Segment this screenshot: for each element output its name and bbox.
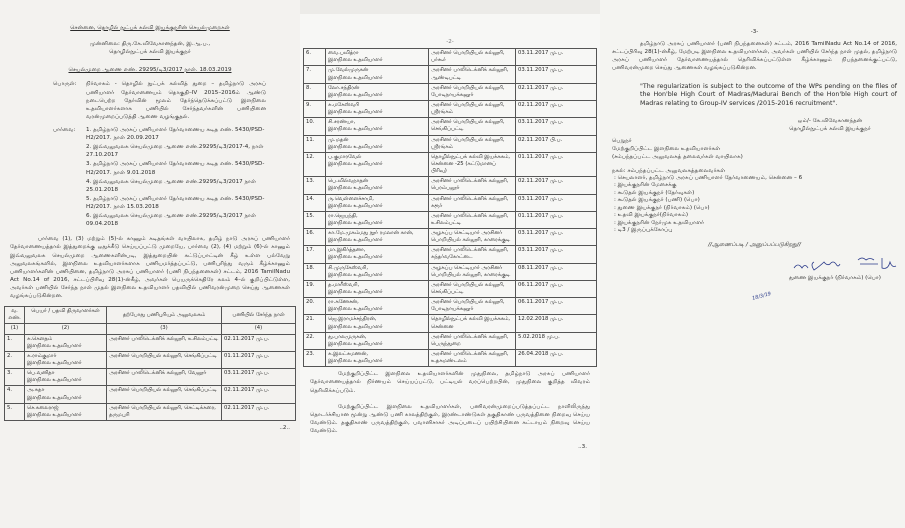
joining-date: 02.11.2017 மு.ப.: [222, 403, 296, 420]
signatory-title: தொழில்நுட்பக் கல்வி இயக்குநர்: [789, 126, 871, 133]
post-text: இளநிலை உதவியாளர்: [27, 411, 82, 418]
table-row: [304, 83, 597, 100]
joining-date: 03.11.2017 மு.ப.: [516, 229, 597, 246]
name-text: அ.சுதா: [27, 387, 45, 394]
name-text: லோ.சந்திரன்: [328, 84, 360, 91]
office-name: அரசினர் பொறியியல் கல்லூரி, போடிநாயக்கனூர்: [429, 298, 516, 315]
name-text: ரா.கணேசன்,: [328, 299, 359, 306]
reference-item: 4. இவ்வலுவலக செயல்முறை ஆணை எண்.29295/டி3/2017 நாள் 25.01.2018: [86, 178, 257, 193]
joining-date: 5.02.2018 மு.ப.: [516, 332, 597, 349]
employee-name: [326, 177, 429, 194]
office-name: அரசினர் பொறியியல் கல்லூரி, செட்டிக்கரை, தருமபுரி: [107, 403, 222, 420]
table-row: [5, 369, 296, 386]
table-row: [304, 152, 597, 176]
table-row: [5, 386, 296, 403]
employee-table-1: [4, 306, 296, 421]
post-text: இளநிலை உதவியாளர்: [328, 74, 383, 81]
name-text: கா.மே.முகம்மது நூர் ரமலான் கான்,: [328, 230, 414, 237]
name-text: க.இலட்சுமணன்,: [328, 351, 369, 358]
name-text: ப.குமாரவேல்: [328, 153, 362, 160]
table-colnum-row: [5, 324, 296, 334]
office-name: அரசினர் பாலிடெக்னிக் கல்லூரி, வேலூர்: [107, 369, 222, 386]
name-text: சு.கௌதம்: [27, 335, 53, 342]
post-text: இளநிலை உதவியாளர்: [328, 358, 383, 365]
copy-recipient: : இயக்குநரின் நேர்முக உதவியாளர்: [614, 219, 705, 226]
joining-date: 12.02.2018 மு.ப.: [516, 315, 597, 332]
page-1: [0, 0, 300, 528]
name-text: மு.மதன்: [328, 136, 349, 143]
employee-name: [326, 263, 429, 280]
row-number: 16.: [304, 229, 326, 246]
post-text: இளநிலை உதவியாளர்: [328, 340, 383, 347]
reference-item: 3. தமிழ்நாடு அரசுப் பணியாளர் தேர்வாணைய கடித எண். 5430/PSD-H2/2017. நாள் 9.01.2018: [86, 161, 265, 176]
name-text: பெ.வனிதா: [27, 370, 55, 377]
employee-name: [25, 351, 107, 368]
employee-name: [326, 229, 429, 246]
joining-date: 06.11.2017 மு.ப.: [516, 280, 597, 297]
signatory-name: ஒம்/- கே.விவேகானந்தன்: [797, 117, 863, 124]
header-name: பெயர் / பதவி திருவாளர்கள்: [25, 307, 107, 324]
header-sno: வ. எண்.: [5, 307, 25, 324]
name-text: மா.இகிர்த்தனா,: [328, 247, 366, 254]
office-name: அழகப்ப செட்டியார் அரசினர் பொறியியல் கல்லூரி, காரைக்குடி: [429, 229, 516, 246]
row-number: 20.: [304, 298, 326, 315]
row-number: 9.: [304, 100, 326, 117]
row-number: 12.: [304, 152, 326, 176]
order-number: செயல்முறை ஆணை எண். 29295/டி3/2017 நாள். 18.03.2019: [68, 67, 232, 74]
post-text: இளநிலை உதவியாளர்: [328, 271, 383, 278]
post-text: இளநிலை உதவியாளர்: [328, 254, 383, 261]
joining-date: 03.11.2017 மு.ப.: [516, 246, 597, 263]
employee-name: [25, 403, 107, 420]
page-continuation: ..3.: [578, 444, 587, 451]
employee-table-2: [303, 48, 597, 367]
joining-date: 03.11.2017 மு.ப.: [516, 118, 597, 135]
post-text: இளநிலை உதவியாளர்: [328, 185, 383, 192]
joining-date: 02.11.2017 மு.ப.: [516, 83, 597, 100]
joining-date: 02.11.2017 மு.ப.: [222, 386, 296, 403]
row-number: 23.: [304, 350, 326, 367]
copy-recipient: : இயக்குநரின் மேசைக்கு: [614, 182, 677, 189]
joining-date: 03.11.2017 மு.ப.: [516, 194, 597, 211]
employee-name: [326, 118, 429, 135]
row-number: 18.: [304, 263, 326, 280]
header-office: தற்போது பணிபுரியும் அலுவலகம்: [107, 307, 222, 324]
deputy-director-title: துணை இயக்குநர் (நிர்வாகம்) (பொ): [789, 275, 881, 282]
name-text: சு.மகேஸ்வரி: [328, 101, 360, 108]
post-text: இளநிலை உதவியாளர்: [328, 91, 383, 98]
to-line-1: மேற்குறிப்பிட்ட இளநிலை உதவியாளர்கள்: [612, 146, 721, 153]
employee-name: [326, 298, 429, 315]
employee-name: [326, 350, 429, 367]
body-paragraph: பார்வை (1), (3) மற்றும் (5)-ல் காணும் கடிதங்கள் வாயிலாக, தமிழ் நாடு அரசுப் பணியாளர் தேர்வாணையத்தால் இத்துறைக்கு ஒதுக்கீடு செய்யப்பட்டு முறையே, பார்வை (2), (4) மற்றும் (6)-ல் காணும் இவ்வலுவலக செயல்முறை ஆணைகளின்படி, இத்துறையின் கட்டுப்பாட்டின் கீழ் உள்ள பல்வேறு அலுவலகங்களில், இளநிலை உதவியாளர்களாக பணியமர்த்தப்பட்டு, பணிபுரிந்து வரும் கீழ்க்காணும் பணியாளர்களின் பணியினை, தமிழ்நாடு அரசுப் பணியாளர் (பணி நிபந்தனைகள்) சட்டம், 2016 TamilNadu Act No.14 of 2016, சட்டப்பிரிவு 28(1)-ன்கீழ், அவர்கள் பெயருக்கெதிரே கலம் 4–ல் குறிப்பிட்டுள்ள, அவர்கள் பணியில் சேர்ந்த நாள் முதல் இளநிலை உதவியாளர் பதவியில் பணிவரன்முறை செய்து ஆணைகள் வழங்கப்படுகின்றன.: [10, 236, 290, 300]
copy-recipient: : டி3 / இருப்புக்கோப்பு: [614, 227, 673, 234]
reference-item: 5. தமிழ்நாடு அரசுப் பணியாளர் தேர்வாணைய கடித எண். 5430/PSD-H2/2017. நாள் 15.03.2018: [86, 195, 265, 210]
row-number: 10.: [304, 118, 326, 135]
name-text: செ.கலைராஜ்: [27, 404, 59, 411]
to-line-2: (சம்பந்தப்பட்ட அலுவலகத் தலைவர்கள் வாயிலாக): [612, 154, 743, 161]
colnum: (2): [25, 324, 107, 334]
forwarded-line: //ஆணைப்படி / அனுப்பப்படுகிறது//: [708, 242, 801, 249]
post-text: இளநிலை உதவியாளர்: [328, 306, 383, 313]
table-row: [304, 211, 597, 228]
copy-recipient: : செயலாளர், தமிழ்நாடு அரசுப் பணியாளர் தேர்வாணையம், சென்னை – 6: [614, 174, 803, 181]
copy-label: நகல்: சம்பந்தப்பட்ட அலுவலகத்தலைவர்கள்: [612, 167, 726, 174]
office-name: அரசினர் பாலிடெக்னிக் கல்லூரி, கந்தர்வகோட்டை: [429, 246, 516, 263]
office-heading: சென்னை, தொழில் நுட்பக் கல்வி இயக்குநரின் செயல்முறைகள்: [70, 25, 230, 31]
table-row: [304, 246, 597, 263]
name-text: ரா.ஜெயந்தி,: [328, 212, 358, 219]
post-text: இளநிலை உதவியாளர்: [27, 342, 82, 349]
name-text: சி.சரண்யா,: [328, 119, 356, 126]
office-name: அரசினர் பாலிடெக்னிக் கல்லூரி, உசிலம்பட்டி: [107, 334, 222, 351]
name-text: மு.வேல்முருகன்: [328, 67, 369, 74]
office-name: அரசினர் பாலிடெக்னிக் கல்லூரி, பெரம்பலூர்: [429, 177, 516, 194]
joining-date: 03.11.2017 மு.ப.: [516, 49, 597, 66]
post-text: இளநிலை உதவியாளர்: [328, 289, 383, 296]
row-number: 4.: [5, 386, 25, 403]
table-header-row: [5, 307, 296, 324]
joining-date: 03.11.2017 மு.ப.: [516, 66, 597, 83]
post-text: இளநிலை உதவியாளர்: [328, 202, 383, 209]
row-number: 1.: [5, 334, 25, 351]
employee-name: [326, 246, 429, 263]
joining-date: 01.11.2017 மு.ப.: [222, 351, 296, 368]
page-3: [600, 0, 905, 528]
row-number: 5.: [5, 403, 25, 420]
office-name: அரசினர் பாலிடெக்னிக் கல்லூரி, உதகமண்டலம்: [429, 350, 516, 367]
reference-item: 1. தமிழ்நாடு அரசுப் பணியாளர் தேர்வாணைய கடித எண். 5430/PSD-H2/2017. நாள் 20.09.2017: [86, 126, 265, 142]
regularization-paragraph: தமிழ்நாடு அரசுப் பணியாளர் (பணி நிபந்தனைகள்) சட்டம், 2016 TamilNadu Act No.14 of 2016, சட்டப்பிரிவு 28(1)-ன்கீழ், மேற்படி இளநிலை உதவியாளர்கள், அவர்கள் பணியில் சேர்ந்த நாள் முதல், தமிழ்நாடு அரசுப் பணியாளர் தேர்வாணையத்தால் தெரிவிக்கப்பட்டுள்ள கீழ்க்காணும் நிபந்தனைக்குட்பட்டு, பணிவரன்முறை செய்து ஆணைகள் வழங்கப்படுகின்றன.: [612, 41, 897, 72]
office-name: அரசினர் பாலிடெக்னிக் கல்லூரி, கரூர்: [429, 194, 516, 211]
row-number: 19.: [304, 280, 326, 297]
table-row: [304, 229, 597, 246]
name-text: வை.பவித்ரா: [328, 50, 359, 57]
table-row: [5, 351, 296, 368]
office-name: அரசினர் பொறியியல் கல்லூரி, செங்கிப்பட்டி: [429, 118, 516, 135]
post-text: இளநிலை உதவியாளர்: [328, 237, 383, 244]
page-number: -3-: [750, 29, 759, 35]
table-row: [304, 298, 597, 315]
probation-paragraph: மேற்குறிப்பிட்ட இளநிலை உதவியாளர்கள், பணிவரன்முறைப்படுத்தப்பட்ட நாளிலிருந்து தொடர்ச்சியான மூன்று ஆண்டு பணி காலத்திற்குள், இரண்டாண்டுகள் தகுதிகாண் பருவத்தினை நிறைவு செய்ய வேண்டும். தகுதிகாண் பருவத்திற்குள், பவானிசாகர் அடிப்படைப் பயிற்சியினை கட்டாயம் நிறைவு செய்ய வேண்டும்.: [310, 403, 590, 434]
table-row: [304, 118, 597, 135]
joining-date: 01.11.2017 மு.ப.: [516, 211, 597, 228]
presiding-title: தொழில்நுட்பக் கல்வி இயக்குநர்: [109, 49, 191, 56]
reference-item: 2. இவ்வலுவலக செயல்முறை ஆணை எண்.29295/டி3/2017-4, நாள் 27.10.2017: [86, 144, 264, 159]
post-text: இளநிலை உதவியாளர்: [328, 57, 383, 64]
name-text: ரு.வெள்ளைச்சாமி,: [328, 195, 374, 202]
table-row: [304, 135, 597, 152]
joining-date: 26.04.2018 மு.ப.: [516, 350, 597, 367]
table-row: [304, 350, 597, 367]
joining-date: 02.11.2017 பி.ப.: [516, 135, 597, 152]
joining-date: 02.11.2017 மு.ப.: [516, 100, 597, 117]
joining-date: 02.11.2017 மு.ப.: [516, 177, 597, 194]
employee-name: [326, 332, 429, 349]
employee-name: [326, 211, 429, 228]
table-row: [304, 263, 597, 280]
row-number: 15.: [304, 211, 326, 228]
name-text: து.பாலமுருகன்,: [328, 333, 367, 340]
row-number: 6.: [304, 49, 326, 66]
joining-date: 02.11.2017 மு.ப.: [222, 334, 296, 351]
office-name: அரசினர் பொறியியல் கல்லூரி, செங்கிப்பட்டி: [107, 351, 222, 368]
office-name: அழகப்ப செட்டியார் அரசினர் பொறியியல் கல்லூரி, காரைக்குடி: [429, 263, 516, 280]
copy-recipient: : கூடுதல் இயக்குநர் (தேர்வுகள்): [614, 189, 695, 196]
name-text: த.மாரீஸ்வரி,: [328, 281, 360, 288]
row-number: 13.: [304, 177, 326, 194]
row-number: 21.: [304, 315, 326, 332]
colnum: (3): [107, 324, 222, 334]
row-number: 22.: [304, 332, 326, 349]
office-name: அரசினர் பாலிடெக்னிக் கல்லூரி, உசிலம்பட்டி: [429, 211, 516, 228]
employee-name: [326, 194, 429, 211]
employee-name: [326, 49, 429, 66]
joining-date: 03.11.2017 மு.ப.: [222, 369, 296, 386]
copy-recipient: : கூடுதல் இயக்குநர் (பணி) (பொ): [614, 197, 700, 204]
office-name: அரசினர் பொறியியல் கல்லூரி, ஸ்ரீரங்கம்: [429, 135, 516, 152]
row-number: 2.: [5, 351, 25, 368]
employee-name: [326, 152, 429, 176]
joining-date: 06.11.2017 மு.ப.: [516, 298, 597, 315]
joining-date: 01.11.2017 மு.ப.: [516, 152, 597, 176]
employee-name: [326, 83, 429, 100]
office-name: அரசினர் பாலிடெக்னிக் கல்லூரி, பெருந்துறை: [429, 332, 516, 349]
row-number: 11.: [304, 135, 326, 152]
employee-name: [326, 66, 429, 83]
page-2: [300, 14, 600, 528]
divider: [140, 59, 160, 60]
table-row: [304, 100, 597, 117]
office-name: தொழில்நுட்பக் கல்வி இயக்ககம், சென்னை -25 (கட்டுமானப் பிரிவு): [429, 152, 516, 176]
page-continuation: ..2..: [279, 425, 290, 431]
post-text: இளநிலை உதவியாளர்: [27, 360, 82, 367]
table-row: [304, 280, 597, 297]
employee-name: [326, 280, 429, 297]
post-text: இளநிலை உதவியாளர்: [328, 219, 383, 226]
page-number: -2-: [446, 39, 454, 45]
post-text: இளநிலை உதவியாளர்: [328, 160, 383, 167]
subject-label: பொருள்:: [53, 81, 77, 88]
row-number: 3.: [5, 369, 25, 386]
office-name: அரசினர் பொறியியல் கல்லூரி, செங்கிப்பட்டி: [107, 386, 222, 403]
table-row: [304, 332, 597, 349]
table-row: [304, 177, 597, 194]
table-row: [5, 334, 296, 351]
name-text: பெ.வில்வநாதன்: [328, 178, 368, 185]
colnum: (4): [222, 324, 296, 334]
copy-list: [614, 175, 897, 235]
reference-label: பார்வை:: [53, 126, 76, 133]
seniority-paragraph: மேற்குறிப்பிட்ட இளநிலை உதவியாளர்களின் முதுநிலை, தமிழ்நாடு அரசுப் பணியாளர் தேர்வாணையத்தால் நிர்ணயம் செய்யப்பட்டு, பட்டியல் வரப்பெற்றபின், முதுநிலை குறித்த விவரம் தெரிவிக்கப்படும்.: [310, 371, 590, 394]
post-text: இளநிலை உதவியாளர்: [27, 394, 82, 401]
post-text: இளநிலை உதவியாளர்: [328, 126, 383, 133]
joining-date: 08.11.2017 மு.ப.: [516, 263, 597, 280]
table-row: [304, 194, 597, 211]
office-name: அரசினர் பொறியியல் கல்லூரி, பர்கூர்: [429, 49, 516, 66]
office-name: அரசினர் பொறியியல் கல்லூரி, போடிநாயக்கனூர்: [429, 83, 516, 100]
table-row: [304, 66, 597, 83]
name-text: ஜெ.இராமச்சந்திரன்,: [328, 316, 377, 323]
copy-recipient: : துணை இயக்குநர் (நிர்வாகம்) (பொ): [614, 204, 710, 211]
office-name: தொழில்நுட்பக் கல்வி இயக்ககம், சென்னை: [429, 315, 516, 332]
office-name: அரசினர் பாலிடெக்னிக் கல்லூரி, ஆண்டிபட்டி: [429, 66, 516, 83]
subject-text: நிர்வாகம் - தொழில் நுட்பக் கல்வித் துறை – தமிழ்நாடு அரசுப் பணியாளர் தேர்வாணையம் தொகுதி–IV 2015–2016ம் ஆண்டு நடைபெற்ற தேர்வின் மூலம் தேர்ந்தெடுக்கப்பட்டு இளநிலை உதவியாளர்களாக பணியில் சேர்ந்தவர்களின் பணியினை வரன்முறைப்படுத்தி ஆணை வழங்குதல்.: [86, 81, 266, 120]
post-text: இளநிலை உதவியாளர்: [328, 143, 383, 150]
post-text: இளநிலை உதவியாளர்: [328, 323, 383, 330]
employee-name: [25, 386, 107, 403]
copy-recipient: : உதவி இயக்குநர்(நிர்வாகம்): [614, 212, 689, 219]
colnum: (1): [5, 324, 25, 334]
handwritten-signature-icon: [790, 252, 900, 274]
row-number: 7.: [304, 66, 326, 83]
name-text: க.ராம்குமார்: [27, 352, 57, 359]
reference-list: [86, 126, 266, 229]
to-label: பெறுநர்: [612, 138, 632, 145]
header-date: பணியில் சேர்ந்த நாள்: [222, 307, 296, 324]
office-name: அரசினர் பொறியியல் கல்லூரி, செங்கிப்பட்டி: [429, 280, 516, 297]
table-row: [5, 403, 296, 420]
post-text: இளநிலை உதவியாளர்: [27, 377, 82, 384]
employee-name: [326, 315, 429, 332]
presiding-officer: முன்னிலை: திரு.கே.விவேகானந்தன், இ.ஆ.ப.,: [89, 41, 211, 48]
name-text: சி.முருகேஸ்வரி,: [328, 264, 369, 271]
employee-name: [326, 135, 429, 152]
office-name: அரசினர் பொறியியல் கல்லூரி, ஸ்ரீரங்கம்: [429, 100, 516, 117]
row-number: 14.: [304, 194, 326, 211]
row-number: 17.: [304, 246, 326, 263]
employee-name: [25, 334, 107, 351]
employee-name: [326, 100, 429, 117]
table-row: [304, 49, 597, 66]
reference-item: 6. இவ்வலுவலக செயல்முறை ஆணை எண்.29295/டி3/2017 நாள் 09.04.2018: [86, 213, 257, 228]
initial-date: 18/3/19: [751, 291, 772, 303]
row-number: 8.: [304, 83, 326, 100]
post-text: இளநிலை உதவியாளர்: [328, 109, 383, 116]
employee-name: [25, 369, 107, 386]
table-row: [304, 315, 597, 332]
court-condition-quote: "The regularization is subject to the outcome of the WPs pending on the files of the Hon'ble High Court of Madras/Madurai Bench of the Hon'ble High court of Madras relating to Group-IV services /2015-2016 recruitment".: [640, 82, 897, 108]
